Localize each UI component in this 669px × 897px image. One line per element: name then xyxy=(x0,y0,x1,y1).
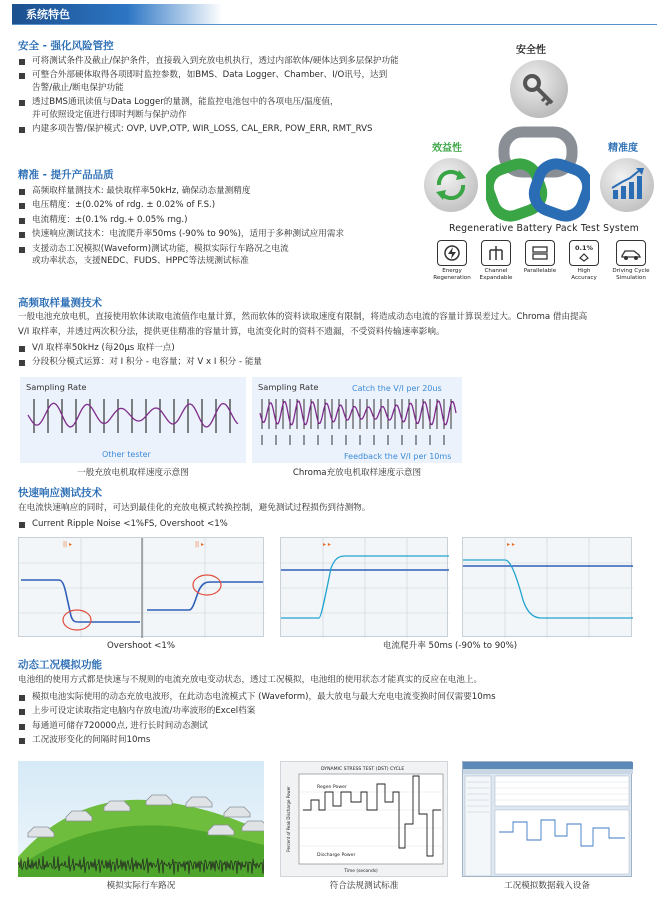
bullet-item xyxy=(18,214,448,226)
bullet-item xyxy=(18,55,448,67)
svg-text:|| ▸: || ▸ xyxy=(195,541,204,548)
bullet-line: 电压精度：±(0.02% of rdg. ± 0.02% of F.S.) xyxy=(32,200,216,211)
bullet-item xyxy=(18,720,658,732)
bullet-line: 内建多项告警/保护模式: OVP, UVP,OTP, WIR_LOSS, CAL_ERR, POW_ERR, RMT_RVS xyxy=(32,124,373,135)
bullet-line: 每通道可储存720000点, 进行长时间动态测试 xyxy=(32,720,208,731)
response-bullet: Current Ripple Noise <1%FS, Overshoot <1% xyxy=(18,518,448,530)
diagram-right-note-bottom: Feedback the V/I per 10ms xyxy=(344,452,452,461)
header-title: 系统特色 xyxy=(26,8,70,21)
system-title: Regenerative Battery Pack Test System xyxy=(449,223,639,234)
feature-channel xyxy=(476,240,516,281)
sampling-diagram-left xyxy=(20,377,246,463)
high-accuracy-icon xyxy=(569,240,599,266)
bullet-line: 并可依照设定值进行即时判断与保护动作 xyxy=(32,109,187,120)
svg-text:▸ ▸: ▸ ▸ xyxy=(323,541,331,548)
bullet-line: 上步可设定读取指定电脑内存放电流/功率波形的Excel档案 xyxy=(32,706,256,717)
dst-xlabel: Time (seconds) xyxy=(344,869,378,874)
energy-regeneration-icon xyxy=(437,240,467,266)
dst-title: DYNAMIC STRESS TEST (DST) CYCLE xyxy=(321,767,405,772)
driving-cycle-icon xyxy=(616,240,646,266)
header-rule xyxy=(12,24,657,25)
cycle-badge xyxy=(424,158,478,212)
bullet-line: 告警/截止/断电保护功能 xyxy=(32,82,124,93)
growth-badge xyxy=(600,158,654,212)
key-badge xyxy=(510,60,568,118)
feature-energy xyxy=(432,240,472,281)
bullet-item xyxy=(18,185,448,197)
feature-label: Parallelable xyxy=(523,268,557,274)
dst-regen-label: Regen Power xyxy=(317,785,347,790)
precision-bullets xyxy=(18,185,448,270)
accuracy-badge: 0.1% xyxy=(574,243,594,252)
waveform-bullets xyxy=(18,691,658,749)
chain-links-logo xyxy=(486,126,590,222)
bullet-line: 工况波形变化的间隔时间10ms xyxy=(32,735,151,746)
overshoot-scope xyxy=(18,537,264,637)
bullet-line: 快速响应测试技术：电流爬升率50ms (-90% to 90%)，适用于多种测试应用需求 xyxy=(32,229,345,240)
feature-label: Channel Expandable xyxy=(479,268,513,281)
bullet-line: 可将测试条件及截止/保护条件，直接载入到充放电机执行，透过内部软体/硬体达到多层保护功能 xyxy=(32,56,399,66)
feature-label: Driving Cycle Simulation xyxy=(612,268,650,281)
sampling-bullets xyxy=(18,342,448,371)
bullet-item xyxy=(18,228,448,240)
svg-text:|| ▸: || ▸ xyxy=(63,541,72,548)
overshoot-caption: Overshoot <1% xyxy=(106,641,176,651)
parallelable-icon xyxy=(525,240,555,266)
sampling-diagram-right xyxy=(252,377,462,463)
feature-accuracy xyxy=(564,240,604,281)
bullet-line: V/I 取样率50kHz (每20µs 取样一点) xyxy=(32,343,175,353)
diagram-left-note: Other tester xyxy=(102,450,151,459)
safety-title: 安全 - 强化风险管控 xyxy=(18,40,114,52)
bullet-item xyxy=(18,123,448,135)
dst-chart-image xyxy=(280,761,448,877)
bullet-line: 高频取样量测技术: 最快取样率50kHz, 确保动态量测精度 xyxy=(32,186,251,196)
road-caption: 模拟实际行车路况 xyxy=(106,881,176,891)
dst-discharge-label: Discharge Power xyxy=(317,853,356,858)
bullet-line: 分段积分模式运算：对 I 积分 - 电容量；对 V x I 积分 - 能量 xyxy=(32,357,263,368)
refresh-icon xyxy=(424,158,478,212)
feature-driving xyxy=(608,240,654,281)
section-header xyxy=(12,4,222,24)
diagram-left-label: Sampling Rate xyxy=(26,382,87,392)
channel-expandable-icon xyxy=(481,240,511,266)
dst-caption: 符合法规测试标准 xyxy=(329,881,399,891)
diagram-right-caption: Chroma充放电机取样速度示意图 xyxy=(292,468,422,478)
dst-ylabel: Percent of Peak Discharge Power xyxy=(286,786,291,852)
sampling-paragraph-line1: 一般电池充放电机，直接使用软体读取电流值作电量计算，然而软体的资料读取速度有限制，将造成动态电流的容量计算误差过大。Chroma 借由提高 xyxy=(18,312,588,322)
waveform-title: 动态工况模拟功能 xyxy=(18,659,102,671)
feature-parallel xyxy=(520,240,560,275)
precision-label: 精准度 xyxy=(608,143,638,154)
key-icon xyxy=(510,60,568,118)
bullet-item xyxy=(18,705,658,717)
rise-scope-left xyxy=(280,537,448,637)
bullet-item xyxy=(18,199,448,211)
bullet-line: 电流精度：±(0.1% rdg.+ 0.05% rng.) xyxy=(32,214,188,225)
bullet-item xyxy=(18,96,448,121)
response-title: 快速响应测试技术 xyxy=(18,487,102,499)
sampling-paragraph xyxy=(18,310,648,340)
diagram-left-caption: 一般充放电机取样速度示意图 xyxy=(77,468,189,478)
bullet-item xyxy=(18,734,658,746)
bullet-line: 或功率状态，支援NEDC、FUDS、HPPC等法规测试标准 xyxy=(32,256,249,267)
bullet-item xyxy=(18,691,658,703)
road-image xyxy=(18,761,264,877)
rise-caption: 电流爬升率 50ms (-90% to 90%) xyxy=(382,641,518,651)
safety-bullets xyxy=(18,55,448,138)
bullet-item xyxy=(18,243,448,268)
growth-chart-icon xyxy=(600,158,654,212)
bullet-line: 支援动态工况模拟(Waveform)测试功能，模拟实际行车路况之电流 xyxy=(32,243,289,254)
efficiency-label: 效益性 xyxy=(432,143,462,154)
feature-icon-row xyxy=(426,240,662,290)
sampling-title: 高频取样量测技术 xyxy=(18,297,102,309)
bullet-item xyxy=(18,69,448,94)
feature-label: Energy Regeneration xyxy=(433,268,471,281)
waveform-paragraph: 电池组的使用方式都是快速与不规则的电流充放电变动状态，透过工况模拟，电池组的使用状态才能真实的反应在电池上。 xyxy=(18,675,483,685)
bullet-line: 模拟电池实际使用的动态充放电波形，在此动态电流模式下 (Waveform)，最大放电与最大充电电流变换时间仅需要10ms xyxy=(32,692,496,702)
feature-label: High Accuracy xyxy=(571,268,597,281)
rise-scope-right xyxy=(462,537,632,637)
safety-label: 安全性 xyxy=(516,45,546,56)
sampling-paragraph-line2: V/I 取样率，并透过两次积分法，提供更佳精准的容量计算，电流变化时的资料不遗漏，不受资料传输速率影响。 xyxy=(18,327,445,338)
software-caption: 工况模拟数据载入设备 xyxy=(504,881,590,891)
bullet-item xyxy=(18,356,448,368)
svg-text:▸ ▸: ▸ ▸ xyxy=(507,541,515,548)
bullet-line: 透过BMS通讯读值与Data Logger的量测，能监控电池包中的各项电压/温度值， xyxy=(32,97,339,108)
precision-title: 精准 - 提升产品品质 xyxy=(18,169,114,181)
response-bullets xyxy=(18,518,448,532)
diagram-right-label: Sampling Rate xyxy=(258,382,319,392)
diagram-right-note-top: Catch the V/I per 20us xyxy=(352,384,442,393)
bullet-item xyxy=(18,342,448,354)
software-screenshot xyxy=(462,761,632,877)
bullet-line: 可整合外部硬体取得各项即时监控参数，如BMS、Data Logger、Chamber、I/O讯号，达到 xyxy=(32,70,388,81)
response-paragraph: 在电流快速响应的同时，可达到最佳化的充放电模式转换控制，避免测试过程损伤到待测物。 xyxy=(18,503,371,513)
